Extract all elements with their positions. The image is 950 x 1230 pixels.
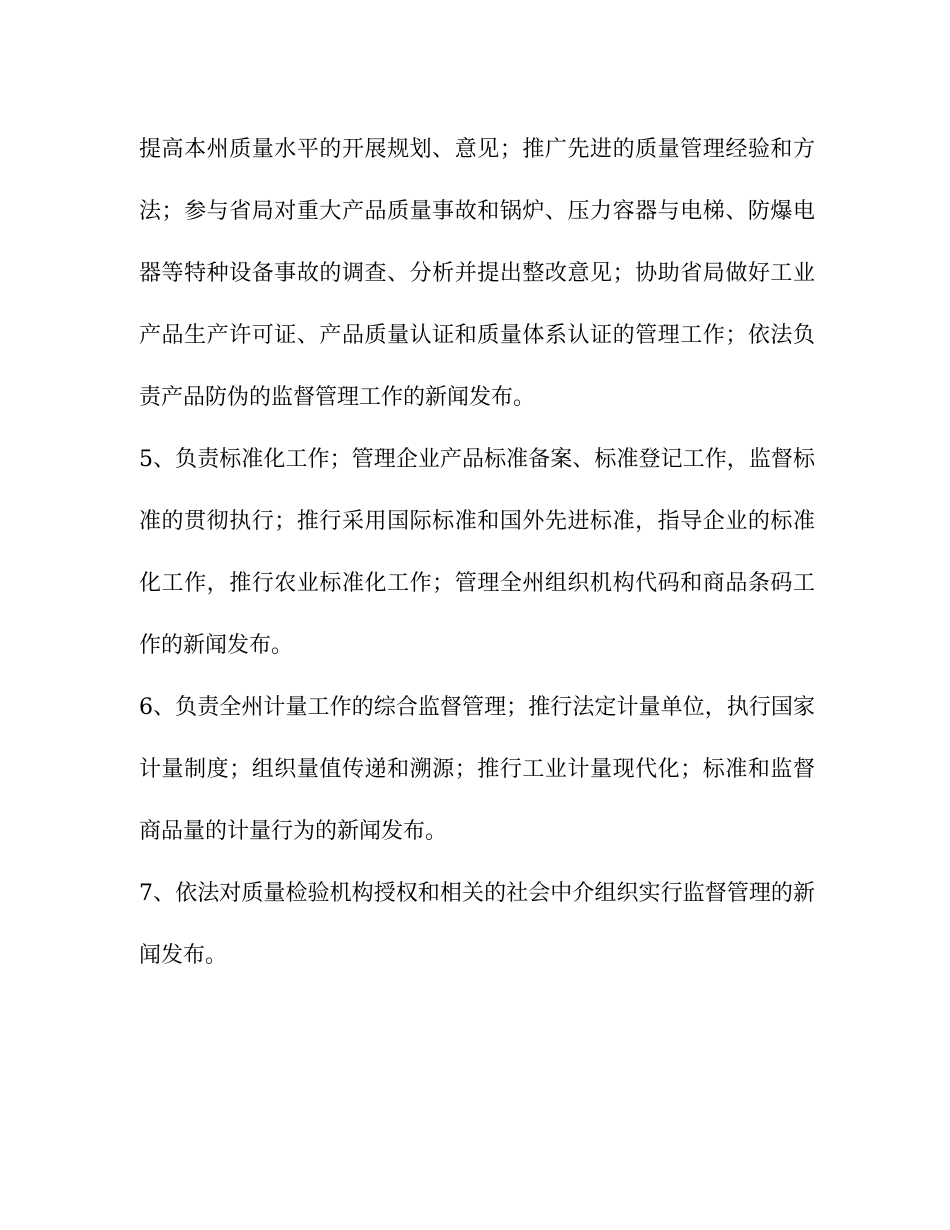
- paragraph-standardization: 5、负责标准化工作；管理企业产品标准备案、标准登记工作，监督标准的贯彻执行；推行采用国际标准和国外先进标准，指导企业的标准化工作，推行农业标准化工作；管理全州组织机构代码和商品条码工作的新闻发布。: [139, 447, 815, 658]
- paragraph-quality-management: 提高本州质量水平的开展规划、意见；推广先进的质量管理经验和方法；参与省局对重大产品质量事故和锅炉、压力容器与电梯、防爆电器等特种设备事故的调查、分析并提出整改意见；协助省局做好工业产品生产许可证、产品质量认证和质量体系认证的管理工作；依法负责产品防伪的监督管理工作的新闻发布。: [139, 137, 815, 410]
- paragraph-inspection-agencies: 7、依法对质量检验机构授权和相关的社会中介组织实行监督管理的新闻发布。: [139, 881, 815, 968]
- paragraph-metrology: 6、负责全州计量工作的综合监督管理；推行法定计量单位，执行国家计量制度；组织量值传递和溯源；推行工业计量现代化；标准和监督商品量的计量行为的新闻发布。: [139, 695, 815, 844]
- document-body: [139, 119, 815, 987]
